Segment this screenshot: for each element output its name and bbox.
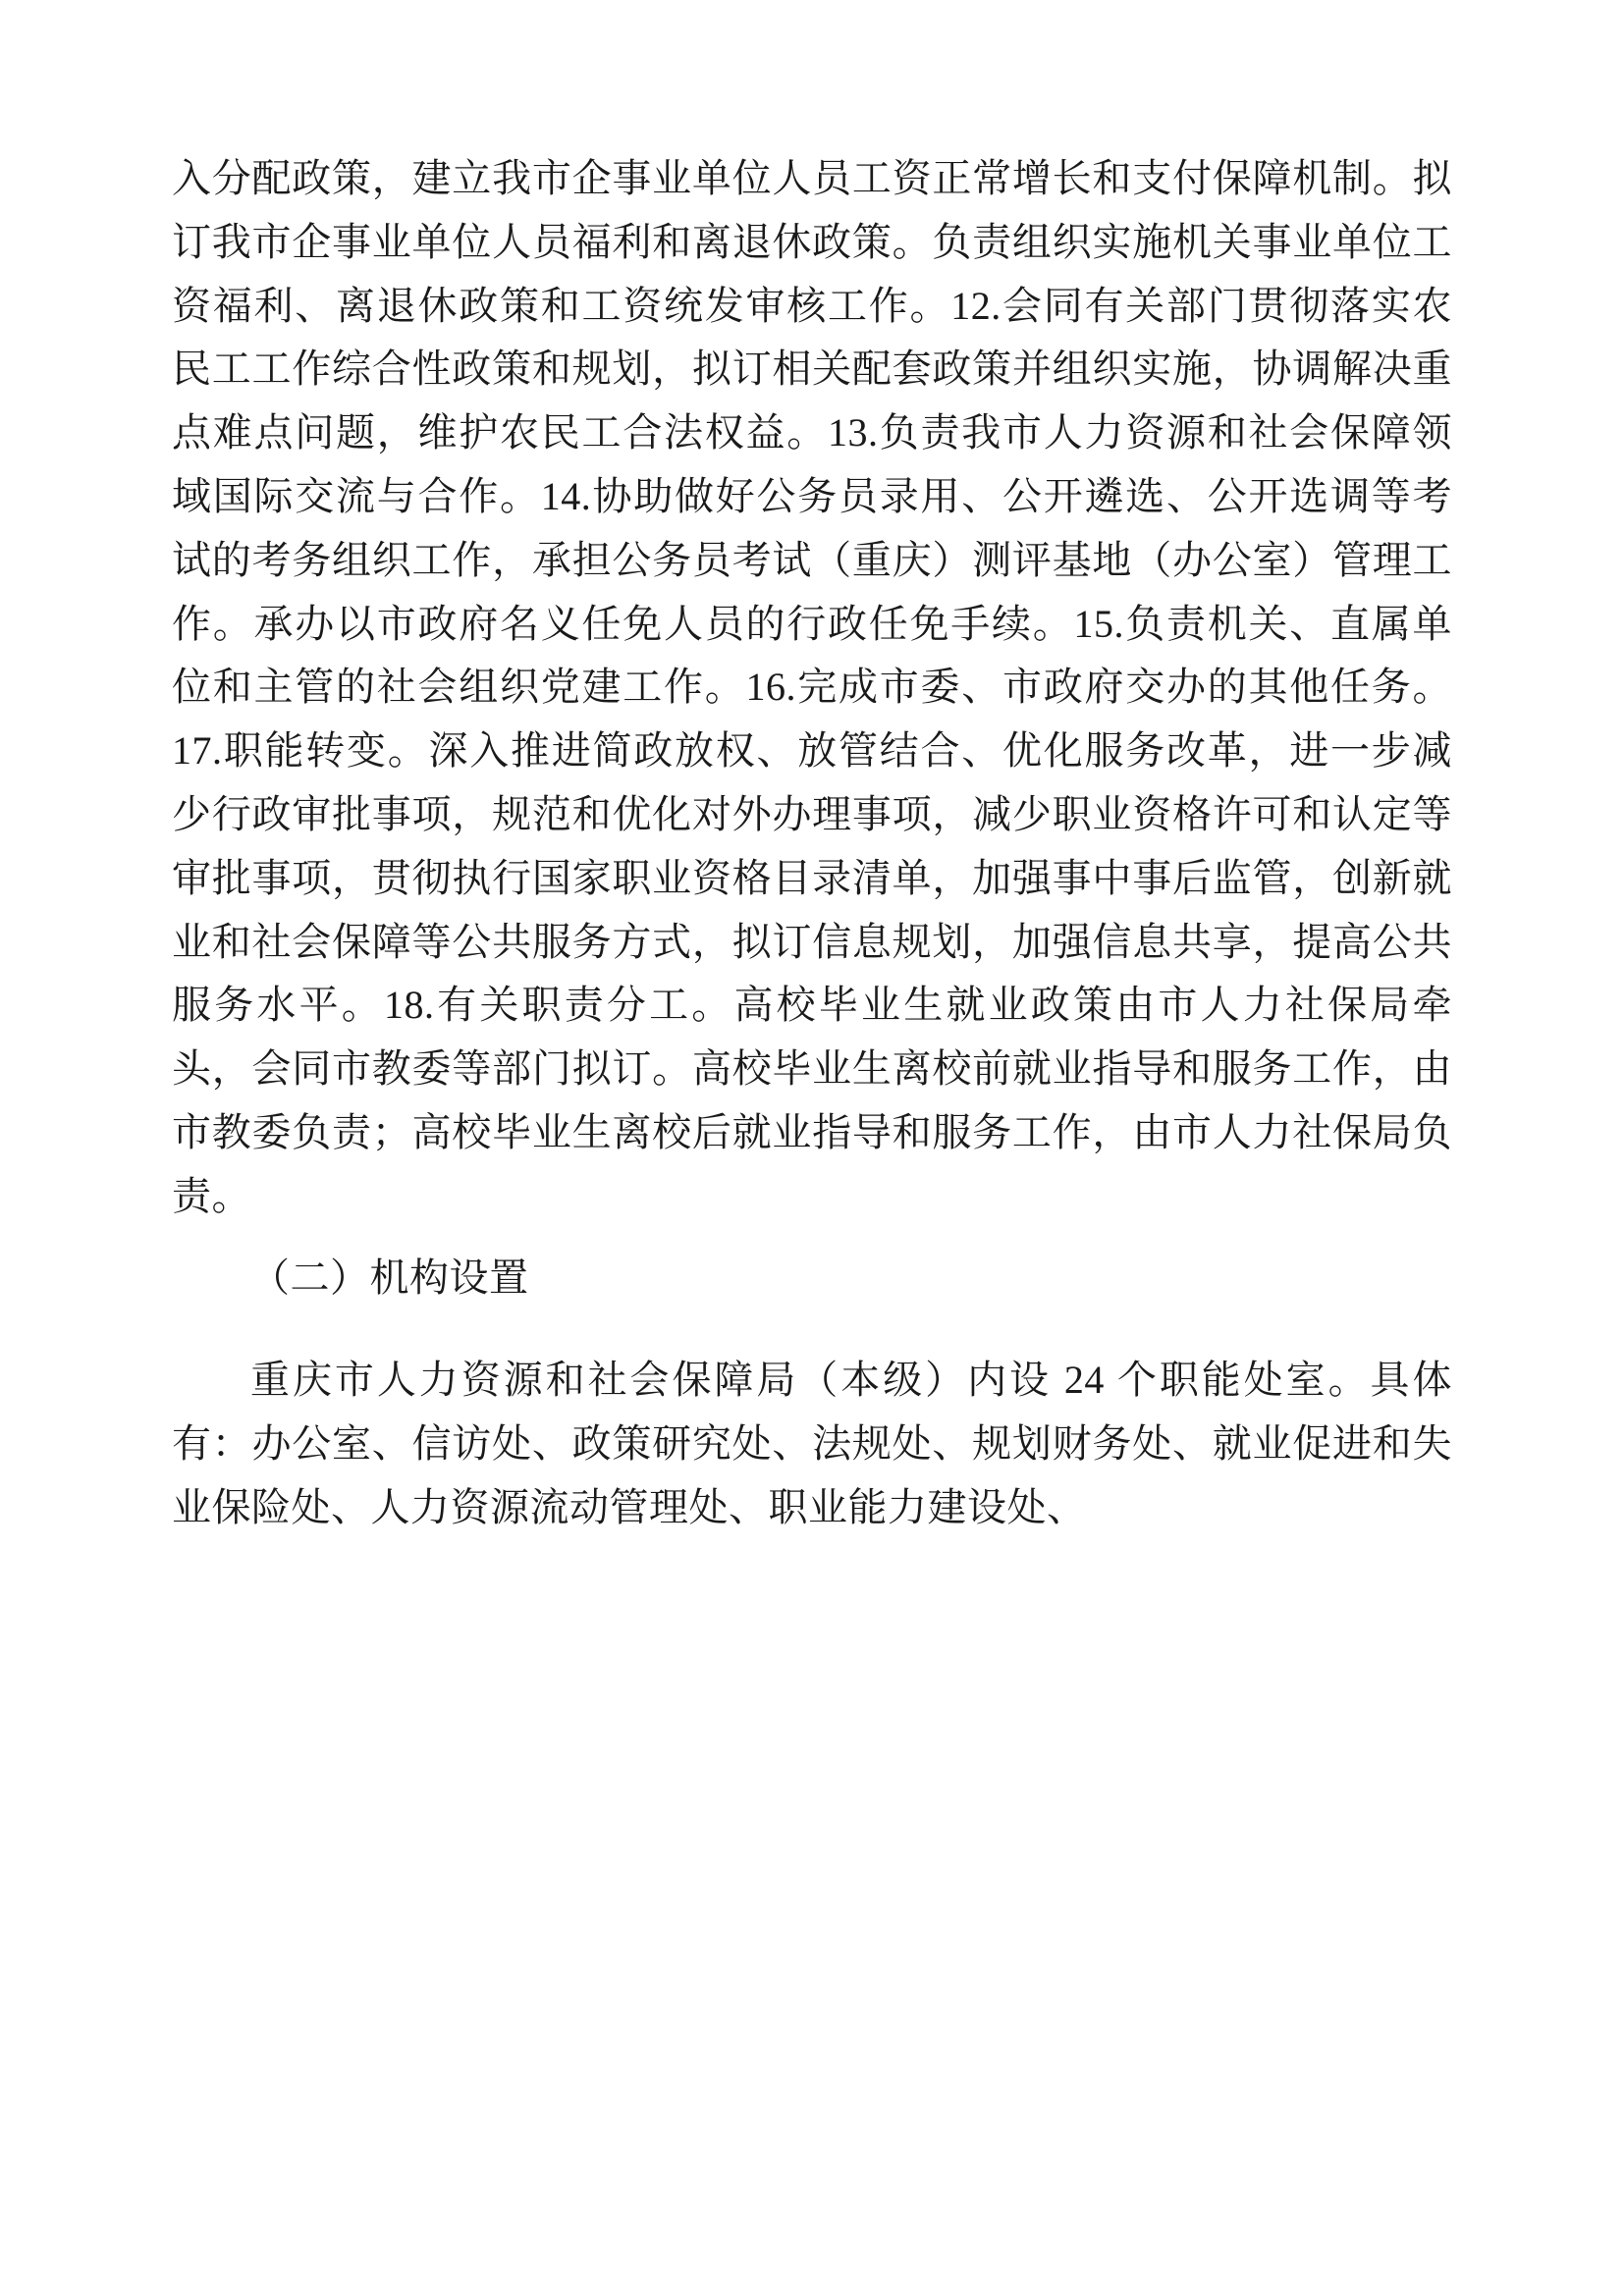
paragraph-duties-continued: 入分配政策，建立我市企事业单位人员工资正常增长和支付保障机制。拟订我市企事业单位人员福利和离退休政策。负责组织实施机关事业单位工资福利、离退休政策和工资统发审核工作。12.会同有关部门贯彻落实农民工工作综合性政策和规划，拟订相关配套政策并组织实施，协调解决重点难点问题，维护农民工合法权益。13.负责我市人力资源和社会保障领域国际交流与合作。14.协助做好公务员录用、公开遴选、公开选调等考试的考务组织工作，承担公务员考试（重庆）测评基地（办公室）管理工作。承办以市政府名义任免人员的行政任免手续。15.负责机关、直属单位和主管的社会组织党建工作。16.完成市委、市政府交办的其他任务。17.职能转变。深入推进简政放权、放管结合、优化服务改革，进一步减少行政审批事项，规范和优化对外办理事项，减少职业资格许可和认定等审批事项，贯彻执行国家职业资格目录清单，加强事中事后监管，创新就业和社会保障等公共服务方式，拟订信息规划，加强信息共享，提高公共服务水平。18.有关职责分工。高校毕业生就业政策由市人力社保局牵头，会同市教委等部门拟订。高校毕业生离校前就业指导和服务工作，由市教委负责；高校毕业生离校后就业指导和服务工作，由市人力社保局负责。 — [172, 156, 1452, 1218]
section-body-organization: 重庆市人力资源和社会保障局（本级）内设 24 个职能处室。具体有：办公室、信访处、政策研究处、法规处、规划财务处、就业促进和失业保险处、人力资源流动管理处、职业能力建设处、 — [172, 1358, 1452, 1529]
section-heading-organization: （二）机构设置 — [250, 1255, 529, 1300]
document-body — [172, 147, 1452, 1540]
